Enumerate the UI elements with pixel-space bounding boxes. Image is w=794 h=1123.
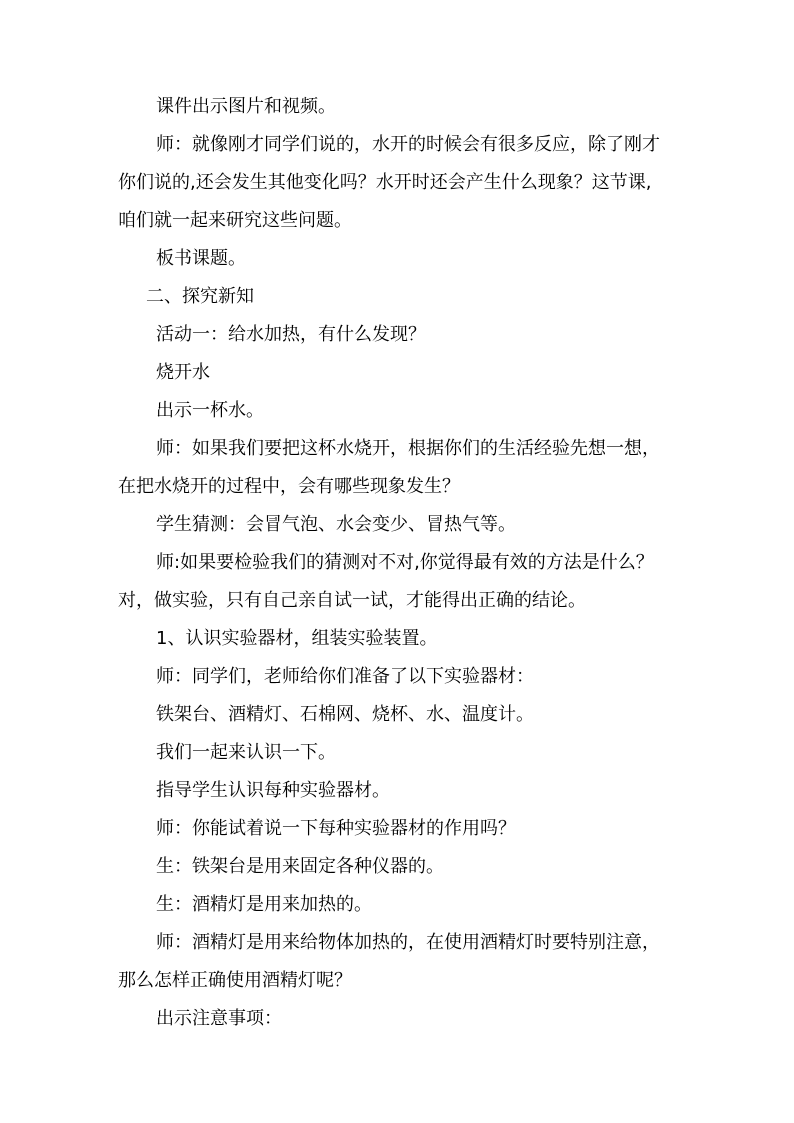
- text-line: 烧开水: [156, 362, 210, 383]
- text-line: 生：铁架台是用来固定各种仪器的。: [156, 856, 444, 877]
- text-line: 生：酒精灯是用来加热的。: [156, 894, 372, 915]
- text-line: 板书课题。: [156, 248, 246, 269]
- text-line: 课件出示图片和视频。: [156, 96, 336, 117]
- text-line: 二、探究新知: [146, 286, 254, 307]
- text-line: 师：你能试着说一下每种实验器材的作用吗？: [156, 818, 516, 839]
- text-line: 师：就像刚才同学们说的，水开的时候会有很多反应，除了刚才: [156, 134, 660, 155]
- text-line: 活动一：给水加热，有什么发现？: [156, 324, 426, 345]
- text-line: 你们说的,还会发生其他变化吗？水开时还会产生什么现象？这节课,: [118, 172, 652, 193]
- paragraph: [118, 886, 688, 924]
- paragraph: [118, 126, 688, 240]
- paragraph: [118, 430, 688, 506]
- text-line: 那么怎样正确使用酒精灯呢？: [118, 970, 352, 991]
- text-line: 咱们就一起来研究这些问题。: [118, 210, 352, 231]
- paragraph: [118, 658, 688, 696]
- paragraph: [118, 88, 688, 126]
- paragraph: [118, 1000, 688, 1038]
- paragraph: [118, 240, 688, 278]
- text-line: 学生猜测：会冒气泡、水会变少、冒热气等。: [156, 514, 516, 535]
- paragraph: [118, 848, 688, 886]
- text-line: 师:如果要检验我们的猜测对不对,你觉得最有效的方法是什么？: [156, 552, 654, 573]
- paragraph: [118, 506, 688, 544]
- text-line: 在把水烧开的过程中，会有哪些现象发生？: [118, 476, 460, 497]
- text-line: 指导学生认识每种实验器材。: [156, 780, 390, 801]
- paragraph: [118, 392, 688, 430]
- paragraph: [118, 354, 688, 392]
- text-line: 师：如果我们要把这杯水烧开，根据你们的生活经验先想一想，: [156, 438, 660, 459]
- text-line: 师：酒精灯是用来给物体加热的，在使用酒精灯时要特别注意，: [156, 932, 660, 953]
- text-line: 1、认识实验器材，组装实验装置。: [156, 628, 438, 649]
- section-heading: [118, 278, 688, 316]
- text-line: 铁架台、酒精灯、石棉网、烧杯、水、温度计。: [156, 704, 534, 725]
- text-line: 对，做实验，只有自己亲自试一试，才能得出正确的结论。: [118, 590, 586, 611]
- document-body: [118, 88, 688, 1038]
- text-line: 师：同学们，老师给你们准备了以下实验器材：: [156, 666, 534, 687]
- text-line: 我们一起来认识一下。: [156, 742, 336, 763]
- paragraph: [118, 734, 688, 772]
- paragraph: [118, 810, 688, 848]
- text-line: 出示注意事项：: [156, 1008, 282, 1029]
- paragraph: [118, 316, 688, 354]
- paragraph: [118, 772, 688, 810]
- paragraph: [118, 696, 688, 734]
- paragraph: [118, 620, 688, 658]
- paragraph: [118, 544, 688, 620]
- text-line: 出示一杯水。: [156, 400, 264, 421]
- paragraph: [118, 924, 688, 1000]
